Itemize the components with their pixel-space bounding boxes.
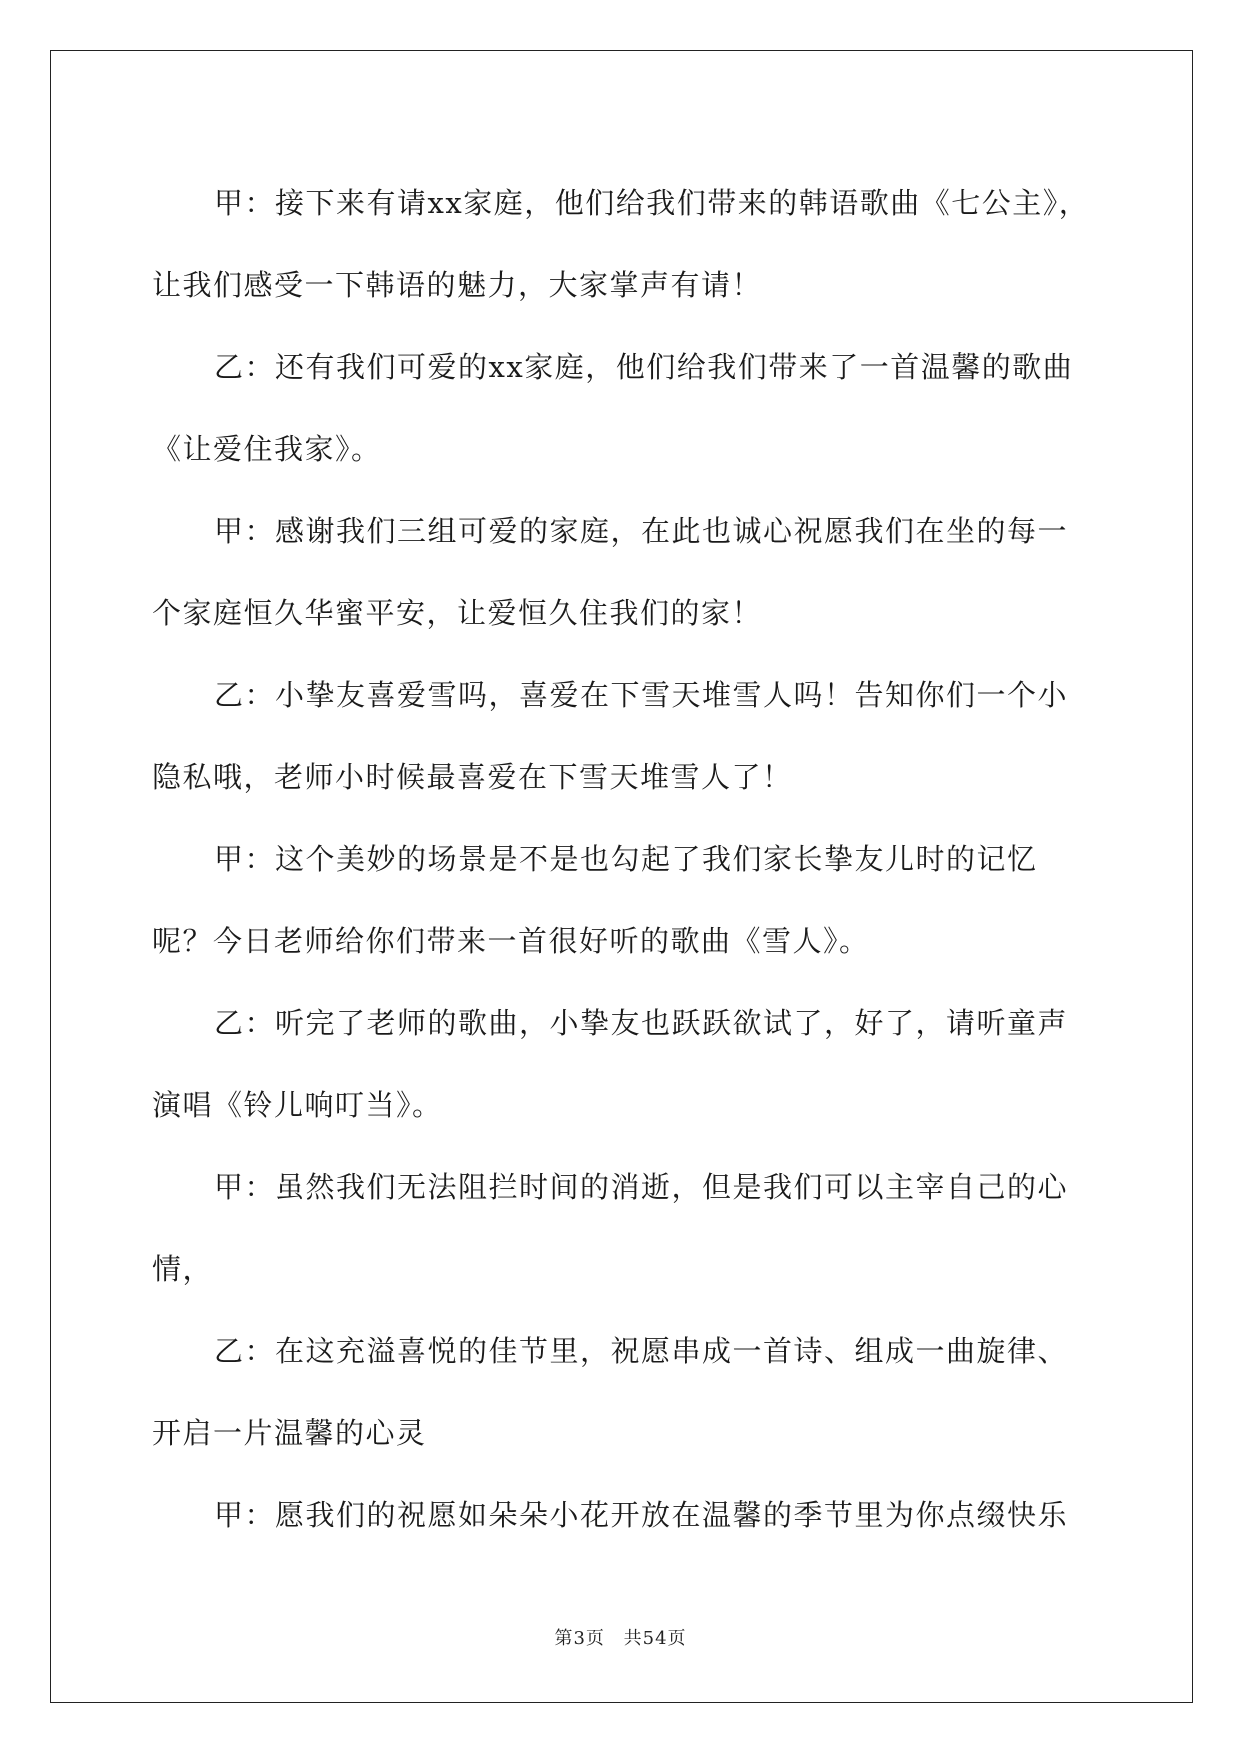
paragraph-2: 乙：还有我们可爱的xx家庭，他们给我们带来了一首温馨的歌曲《让爱住我家》。 bbox=[152, 350, 1074, 466]
document-body bbox=[152, 162, 1092, 1556]
paragraph-5: 甲：这个美妙的场景是不是也勾起了我们家长挚友儿时的记忆呢？今日老师给你们带来一首很好听的歌曲《雪人》。 bbox=[152, 842, 1038, 958]
current-page-number: 第3页 bbox=[554, 1628, 605, 1649]
paragraph-7: 甲：虽然我们无法阻拦时间的消逝，但是我们可以主宰自己的心情， bbox=[152, 1170, 1069, 1286]
paragraph-4: 乙：小挚友喜爱雪吗，喜爱在下雪天堆雪人吗！告知你们一个小隐私哦，老师小时候最喜爱在下雪天堆雪人了！ bbox=[152, 678, 1069, 794]
paragraph-1: 甲：接下来有请xx家庭，他们给我们带来的韩语歌曲《七公主》，让我们感受一下韩语的魅力，大家掌声有请！ bbox=[152, 186, 1090, 302]
paragraph-9: 甲：愿我们的祝愿如朵朵小花开放在温馨的季节里为你点缀快乐 bbox=[214, 1498, 1069, 1532]
paragraph-6: 乙：听完了老师的歌曲，小挚友也跃跃欲试了，好了，请听童声演唱《铃儿响叮当》。 bbox=[152, 1006, 1069, 1122]
paragraph-8: 乙：在这充溢喜悦的佳节里，祝愿串成一首诗、组成一曲旋律、开启一片温馨的心灵 bbox=[152, 1334, 1069, 1450]
total-page-count: 共54页 bbox=[623, 1628, 687, 1649]
paragraph-3: 甲：感谢我们三组可爱的家庭，在此也诚心祝愿我们在坐的每一个家庭恒久华蜜平安，让爱恒久住我们的家！ bbox=[152, 514, 1069, 630]
page-footer bbox=[0, 1624, 1241, 1650]
